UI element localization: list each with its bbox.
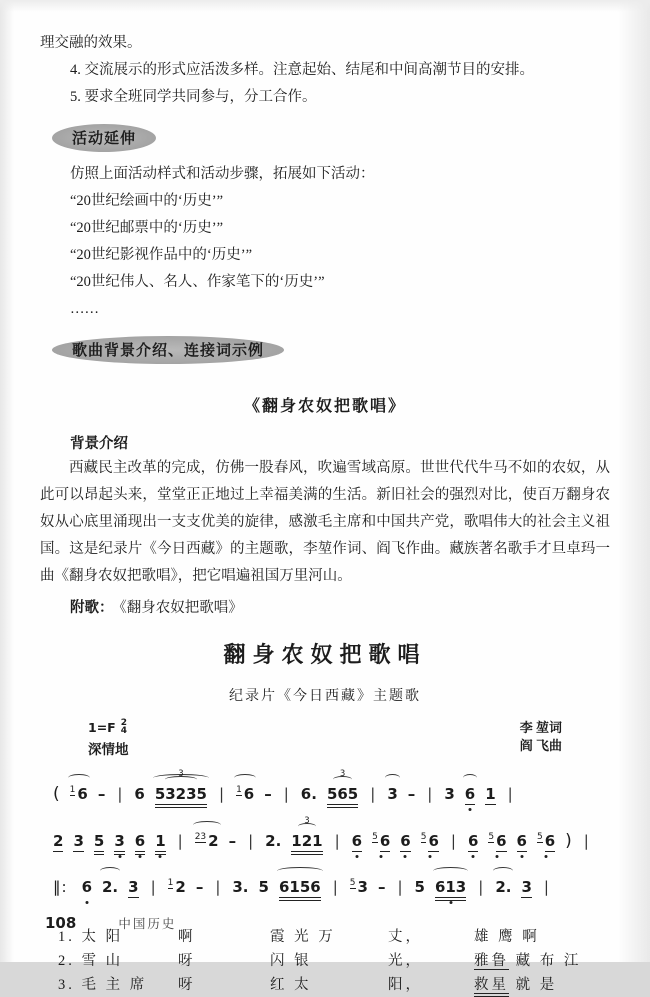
lyric-cell: [474, 973, 557, 997]
jianpu-note: 6: [135, 832, 145, 850]
list-item-4: 4. 交流展示的形式应活泼多样。注意起始、结尾和中间高潮节目的安排。: [70, 62, 534, 78]
section-heading-song-background: 歌曲背景介绍、连接词示例: [52, 336, 284, 364]
expression-marking: 深情地: [88, 742, 129, 757]
lyric-text: 2. 雪 山: [58, 953, 124, 969]
extension-list-item: “20世纪邮票中的‘历史’”: [70, 220, 224, 236]
bar-symbol: |: [427, 785, 433, 803]
score-meta: [88, 719, 562, 758]
jianpu-note: 3.: [232, 878, 249, 896]
appendix-song-title: 《翻身农奴把歌唱》: [119, 600, 243, 616]
lyrics-block: [58, 925, 610, 997]
jianpu-note: 6.: [300, 785, 317, 803]
bar-symbol: |: [583, 832, 589, 850]
jianpu-note: 3: [114, 832, 124, 850]
jianpu-note: 3 121: [291, 832, 322, 850]
lyric-text: 阳，: [388, 977, 423, 993]
lyric-line: [58, 973, 610, 997]
jianpu-note: 5: [414, 878, 425, 896]
tuplet-number: 3: [178, 769, 184, 779]
slur-arc: [433, 867, 468, 875]
extension-list-item: ……: [70, 301, 99, 317]
grace-note: 5: [420, 832, 427, 842]
lyric-cell: [474, 925, 540, 949]
bar-symbol: |: [397, 878, 403, 896]
slur-arc: [385, 774, 399, 782]
lyric-cell: [388, 973, 474, 997]
bar-symbol: |: [177, 832, 183, 850]
background-paragraph: 西藏民主改革的完成，仿佛一股春风，吹遍雪域高原。世世代代牛马不如的农奴，从此可以昂起头来，堂堂正正地过上幸福美满的生活。新旧社会的强烈对比，使百万翻身农奴从心底里涌现出一支支优美的旋律，感激毛主席和中国共产党，歌唱伟大的社会主义祖国。这是纪录片《今日西藏》的主题歌，李堃作词、阎飞作曲。藏族著名歌手才旦卓玛一曲《翻身农奴把歌唱》，把它唱遍祖国万里河山。: [40, 460, 610, 584]
jianpu-note: 1: [485, 785, 496, 803]
jianpu-note: $^5$ 6: [372, 832, 390, 850]
extension-topic-list: [40, 188, 610, 323]
dash-symbol: –: [228, 832, 237, 850]
bar-symbol: |: [248, 832, 254, 850]
slur-arc: [463, 774, 477, 782]
appendix-label: 附歌：: [70, 600, 114, 616]
lyric-text: 就 是: [509, 977, 558, 993]
slur-arc: [277, 867, 323, 875]
bar-symbol: |: [219, 785, 225, 803]
extension-list-item: “20世纪影视作品中的‘历史’”: [70, 247, 253, 263]
jianpu-line: [48, 816, 610, 855]
lyric-text: 雄 鹰 啊: [474, 929, 540, 945]
slur-arc: [493, 867, 513, 875]
lyric-cell: [58, 949, 178, 973]
lyric-cell: [270, 925, 388, 949]
jianpu-note: $^5$ 3: [349, 878, 368, 896]
low-octave-dot: [355, 855, 358, 858]
dash-symbol: –: [195, 878, 204, 896]
grace-note: 23: [194, 832, 207, 842]
lyric-text: 藏 布 江: [509, 953, 582, 969]
jianpu-note: 5: [94, 832, 104, 850]
low-octave-dot: [449, 901, 452, 904]
slur-arc: [68, 774, 90, 782]
jianpu-line: [48, 769, 610, 808]
lyric-cell: [178, 949, 270, 973]
lyric-cell: [474, 949, 581, 973]
bar-symbol: |: [283, 785, 289, 803]
low-octave-dot: [138, 855, 141, 858]
jianpu-line: [48, 878, 610, 902]
lyric-text: 呀: [178, 977, 196, 993]
jianpu-note: 3: [73, 832, 84, 850]
jianpu-note: $^5$ 6: [537, 832, 555, 850]
bar-symbol: |: [370, 785, 376, 803]
low-octave-dot: [118, 855, 121, 858]
lyric-cell: [388, 949, 474, 973]
key-signature: 1=F: [88, 719, 116, 735]
jianpu-note: $^{23}$ 2: [195, 832, 219, 850]
grace-note: 1: [236, 785, 242, 795]
jianpu-note: 2: [53, 832, 64, 850]
low-octave-dot: [520, 855, 523, 858]
bar-symbol: |: [332, 878, 338, 896]
low-octave-dot: [496, 855, 499, 858]
lyric-cell: [178, 973, 270, 997]
bar-symbol: |: [117, 785, 123, 803]
low-octave-dot: [159, 855, 162, 858]
list-item-5: 5. 要求全班同学共同参与，分工合作。: [70, 89, 317, 105]
lyric-text: 救星: [474, 977, 509, 997]
jianpu-note: 3: [387, 785, 397, 803]
jianpu-note: 6: [400, 832, 410, 850]
lyric-text: 啊: [178, 929, 196, 945]
lyric-line: [58, 949, 610, 973]
extension-intro: 仿照上面活动样式和活动步骤，拓展如下活动：: [70, 166, 375, 182]
jianpu-notation: [48, 769, 610, 902]
slur-arc: [100, 867, 120, 875]
lyric-text: 呀: [178, 953, 196, 969]
tuplet-arc: [165, 776, 196, 783]
low-octave-dot: [468, 808, 471, 811]
grace-note: 1: [69, 785, 76, 795]
time-signature-bottom: 4: [120, 726, 127, 736]
jianpu-note: 2.: [265, 832, 282, 850]
jianpu-note: 3 565: [327, 785, 358, 803]
section-heading-activity-extension: 活动延伸: [52, 124, 156, 152]
book-title: 中国历史: [118, 917, 177, 931]
grace-note: 5: [349, 878, 356, 888]
jianpu-note: 5: [258, 878, 269, 896]
jianpu-note: 2.: [495, 878, 511, 896]
lyric-text: 1. 太 阳: [58, 929, 124, 945]
dash-symbol: –: [97, 785, 106, 803]
jianpu-note: 6: [468, 832, 478, 850]
low-octave-dot: [404, 855, 407, 858]
bar-symbol: |: [478, 878, 484, 896]
lyric-cell: [270, 949, 388, 973]
jianpu-note: 6: [465, 785, 475, 803]
song-title-quoted: 《翻身农奴把歌唱》: [243, 398, 406, 415]
jianpu-note: $^1$ 6: [70, 785, 88, 803]
tuplet-number: 3: [304, 816, 310, 826]
lyric-cell: [388, 925, 474, 949]
grace-note: 1: [167, 878, 174, 888]
dash-symbol: –: [264, 785, 272, 803]
low-octave-dot: [472, 855, 475, 858]
tuplet-number: 3: [339, 769, 346, 779]
score-credits: [520, 719, 562, 758]
lyric-text: 雅鲁: [474, 953, 509, 969]
lyricist-credit: 李 堃词: [519, 720, 562, 735]
lyric-text: 3. 毛 主 席: [58, 977, 148, 993]
lyric-cell: [178, 925, 270, 949]
jianpu-note: 613: [435, 878, 466, 896]
lyric-text: 闪 银: [270, 953, 312, 969]
low-octave-dot: [380, 855, 383, 858]
lyric-text: 红 太: [270, 977, 312, 993]
score-subtitle: 纪录片《今日西藏》主题歌: [229, 689, 421, 704]
time-signature-top: 2: [120, 718, 127, 728]
time-signature: [121, 719, 127, 735]
bar-symbol: |: [450, 832, 456, 850]
composer-credit: 阎 飞曲: [519, 738, 562, 753]
jianpu-note: 6: [352, 832, 362, 850]
jianpu-note: 2.: [102, 878, 118, 896]
grace-note: 5: [536, 832, 543, 842]
jianpu-note: $^1$ 2: [167, 878, 186, 896]
page-number: 108: [45, 914, 77, 932]
low-octave-dot: [428, 855, 431, 858]
extension-list-item: “20世纪伟人、名人、作家笔下的‘历史’”: [70, 274, 325, 290]
tuplet-arc: [333, 776, 352, 783]
appendix-line: [40, 595, 610, 622]
jianpu-note: 3: [128, 878, 139, 896]
background-heading: 背景介绍: [70, 436, 128, 452]
paragraph-continuation: 理交融的效果。: [40, 35, 142, 51]
lyric-cell: [58, 973, 178, 997]
tuplet-arc: [298, 823, 317, 830]
jianpu-note: 3 53235: [155, 785, 207, 803]
bar-symbol: |: [334, 832, 340, 850]
lyric-text: 丈，: [388, 929, 423, 945]
dash-symbol: –: [407, 785, 416, 803]
jianpu-note: $^1$ 6: [236, 785, 254, 803]
repeat-symbol: ‖:: [53, 878, 68, 896]
jianpu-note: $^5$ 6: [421, 832, 439, 850]
slur-arc: [234, 774, 256, 782]
lyric-text: 光，: [388, 953, 423, 969]
low-octave-dot: [85, 901, 88, 904]
lyric-text: 霞 光 万: [270, 929, 336, 945]
jianpu-note: 6: [134, 785, 145, 803]
score-title: 翻身农奴把歌唱: [223, 642, 427, 667]
grace-note: 5: [488, 832, 495, 842]
bar-symbol: |: [215, 878, 221, 896]
bar-symbol: |: [507, 785, 513, 803]
jianpu-note: 3: [521, 878, 532, 896]
grace-note: 5: [372, 832, 378, 842]
jianpu-note: 6156: [279, 878, 321, 896]
jianpu-note: 6: [517, 832, 527, 850]
score-key-tempo: [88, 719, 129, 758]
extension-list-item: “20世纪绘画中的‘历史’”: [70, 193, 224, 209]
jianpu-note: 6: [82, 878, 92, 896]
dash-symbol: –: [377, 878, 386, 896]
jianpu-note: 1: [155, 832, 165, 850]
low-octave-dot: [545, 855, 548, 858]
jianpu-note: 3: [444, 785, 455, 803]
paren-symbol: ): [565, 831, 572, 851]
slur-arc: [193, 821, 221, 829]
paren-symbol: (: [53, 784, 60, 804]
jianpu-note: $^5$ 6: [488, 832, 506, 850]
page-footer: [45, 914, 176, 932]
lyric-cell: [270, 973, 388, 997]
bar-symbol: |: [150, 878, 156, 896]
bar-symbol: |: [543, 878, 549, 896]
